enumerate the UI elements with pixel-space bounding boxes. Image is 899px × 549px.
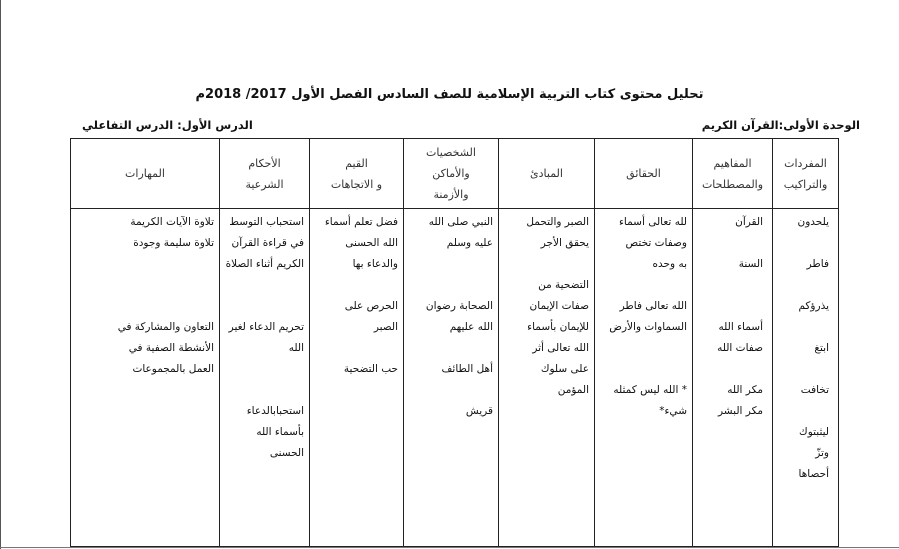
header-principles: المبادئ xyxy=(499,139,595,209)
header-legal-rulings: الأحكام الشرعية xyxy=(220,139,310,209)
header-figures-places-times: الشخصيات والأماكن والأزمنة xyxy=(404,139,499,209)
header-concepts: المفاهيم والمصطلحات xyxy=(693,139,773,209)
document-title: تحليل محتوى كتاب التربية الإسلامية للصف السادس الفصل الأول 2017/ 2018م xyxy=(195,87,704,102)
cell-facts: لله تعالى أسماء وصفات تختص به وحده الله تعالى فاطر السماوات والأرض * الله ليس كمثله شيء* xyxy=(595,209,693,547)
lesson-label: الدرس الأول: الدرس التفاعلي xyxy=(82,118,253,132)
table-header-row xyxy=(71,139,839,209)
cell-legal-rulings: استحباب التوسط في قراءة القرآن الكريم أثناء الصلاة تحريم الدعاء لغير الله استحبابالدعاء بأسماء الله الحسنى xyxy=(220,209,310,547)
header-vocabulary: المفردات والتراكيب xyxy=(773,139,839,209)
page-left-border xyxy=(0,0,1,549)
cell-figures-places-times: النبي صلى الله عليه وسلم الصحابة رضوان الله عليهم أهل الطائف قريش xyxy=(404,209,499,547)
header-facts: الحقائق xyxy=(595,139,693,209)
unit-label: الوحدة الأولى:القرآن الكريم xyxy=(701,118,860,132)
cell-principles: الصبر والتحمل يحقق الأجر التضحية من صفات الإيمان للإيمان بأسماء الله تعالى أثر على سلوك المؤمن xyxy=(499,209,595,547)
page-bottom-border xyxy=(0,547,899,548)
cell-skills: تلاوة الآيات الكريمة تلاوة سليمة وجودة التعاون والمشاركة في الأنشطة الصفية في العمل بالمجموعات xyxy=(71,209,220,547)
header-skills: المهارات xyxy=(71,139,220,209)
cell-values-attitudes: فضل تعلم أسماء الله الحسنى والدعاء بها الحرص على الصبر حب التضحية xyxy=(310,209,404,547)
header-values-attitudes: القيم و الاتجاهات xyxy=(310,139,404,209)
content-analysis-table xyxy=(70,138,839,547)
table-row xyxy=(71,209,839,547)
cell-vocabulary: يلحدون فاطر يذرؤكم ابتغ تخافت ليثبتوك وتزّ أحصاها xyxy=(773,209,839,547)
cell-concepts: القرآن السنة أسماء الله صفات الله مكر الله مكر البشر xyxy=(693,209,773,547)
